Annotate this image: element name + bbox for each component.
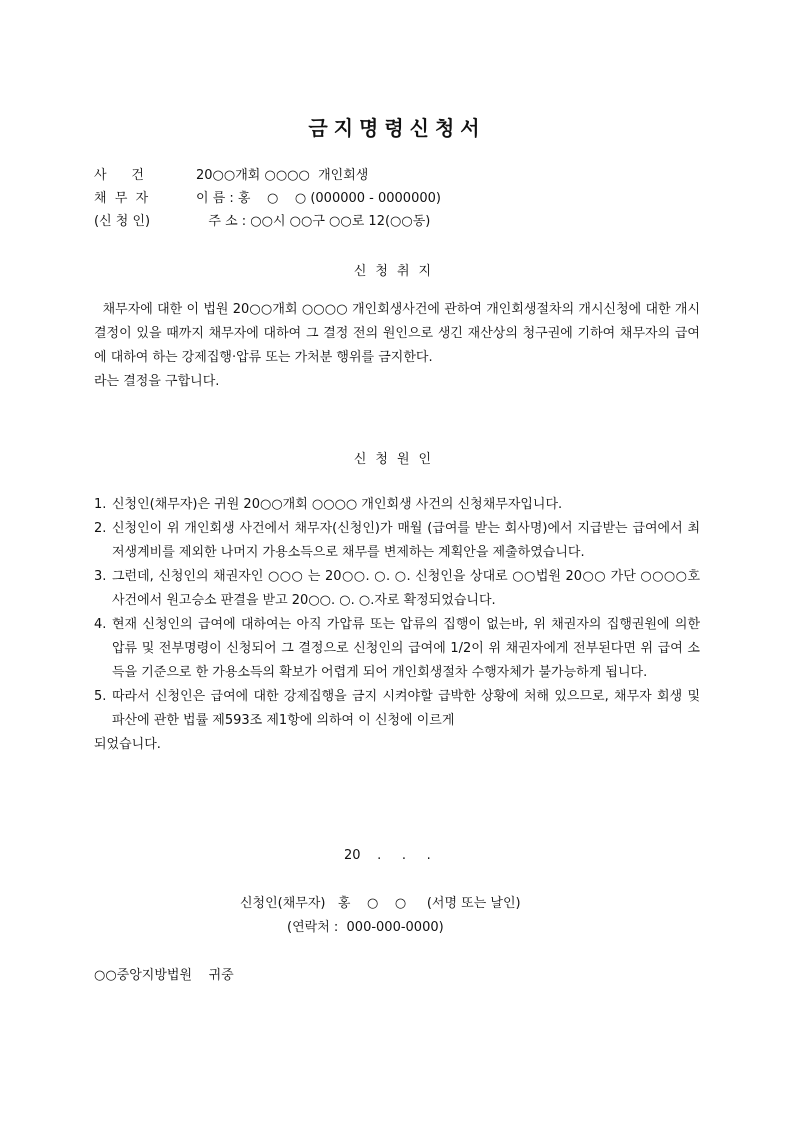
cause-text: 따라서 신청인은 급여에 대한 강제집행을 금지 시켜야할 급박한 상황에 처해 있으므로, 채무자 회생 및 파산에 관한 법률 제593조 제1항에 의하여 이 신청에 이르게 bbox=[112, 689, 700, 728]
cause-text: 현재 신청인의 급여에 대하여는 아직 가압류 또는 압류의 집행이 없는바, 위 채권자의 집행권원에 의한 압류 및 전부명령이 신청되어 그 결정으로 신청인의 급여에 1/2이 위 채권자에게 전부된다면 위 급여 소득을 기준으로 한 가용소득의 확보가 어렵게 되어 개인회생절차 수행자체가 불가능하게 됩니다. bbox=[112, 617, 700, 680]
purpose-closing: 라는 결정을 구합니다. bbox=[94, 374, 220, 389]
debtor-label: 채 무 자 bbox=[94, 191, 149, 206]
court-addressee: ○○중앙지방법원 귀중 bbox=[94, 968, 234, 983]
applicant-signature: 신청인(채무자) 홍 ○ ○ (서명 또는 날인) bbox=[240, 896, 521, 911]
applicant-label: (신 청 인) bbox=[94, 214, 151, 229]
debtor-row bbox=[94, 187, 441, 210]
case-value: 20○○개회 ○○○○ 개인회생 bbox=[196, 168, 369, 183]
case-info bbox=[94, 164, 441, 233]
cause-item bbox=[94, 517, 700, 565]
cause-number: 2. bbox=[94, 521, 107, 536]
cause-number: 3. bbox=[94, 569, 107, 584]
cause-number: 5. bbox=[94, 689, 107, 704]
cause-list bbox=[94, 493, 700, 757]
cause-number: 1. bbox=[94, 497, 107, 512]
purpose-section bbox=[94, 298, 700, 394]
purpose-body: 채무자에 대한 이 법원 20○○개회 ○○○○ 개인회생사건에 관하여 개인회생절차의 개시신청에 대한 개시결정이 있을 때까지 채무자에 대하여 그 결정 전의 원인으로 생긴 재산상의 청구권에 기하여 채무자의 급여에 대하여 하는 강제집행·압류 또는 가처분 행위를 금지한다. bbox=[94, 302, 700, 365]
cause-text: 신청인(채무자)은 귀원 20○○개회 ○○○○ 개인회생 사건의 신청채무자입니다. bbox=[112, 497, 563, 512]
cause-text: 신청인이 위 개인회생 사건에서 채무자(신청인)가 매월 (급여를 받는 회사명)에서 지급받는 급여에서 최저생계비를 제외한 나머지 가용소득으로 채무를 변제하는 계획안을 제출하였습니다. bbox=[112, 521, 700, 560]
purpose-heading: 신청취지 bbox=[353, 264, 441, 279]
applicant-row bbox=[94, 210, 441, 233]
cause-heading: 신청원인 bbox=[353, 452, 441, 467]
cause-text: 그런데, 신청인의 채권자인 ○○○ 는 20○○. ○. ○. 신청인을 상대로 ○○법원 20○○ 가단 ○○○○호 사건에서 원고승소 판결을 받고 20○○. ○. ○.자로 확정되었습니다. bbox=[112, 569, 700, 608]
case-row bbox=[94, 164, 441, 187]
filing-date: 20 . . . bbox=[344, 848, 431, 863]
cause-number: 4. bbox=[94, 617, 107, 632]
debtor-name-value: 이 름 : 홍 ○ ○ (000000 - 0000000) bbox=[196, 191, 441, 206]
contact-number: (연락처 : 000-000-0000) bbox=[287, 920, 444, 935]
document-title: 금지명령신청서 bbox=[308, 116, 486, 140]
cause-item bbox=[94, 613, 700, 685]
case-label: 사 건 bbox=[94, 168, 144, 183]
causes-closing: 되었습니다. bbox=[94, 737, 161, 752]
cause-item bbox=[94, 493, 700, 517]
cause-item bbox=[94, 685, 700, 733]
cause-item bbox=[94, 565, 700, 613]
address-value: 주 소 : ○○시 ○○구 ○○로 12(○○동) bbox=[196, 214, 431, 229]
